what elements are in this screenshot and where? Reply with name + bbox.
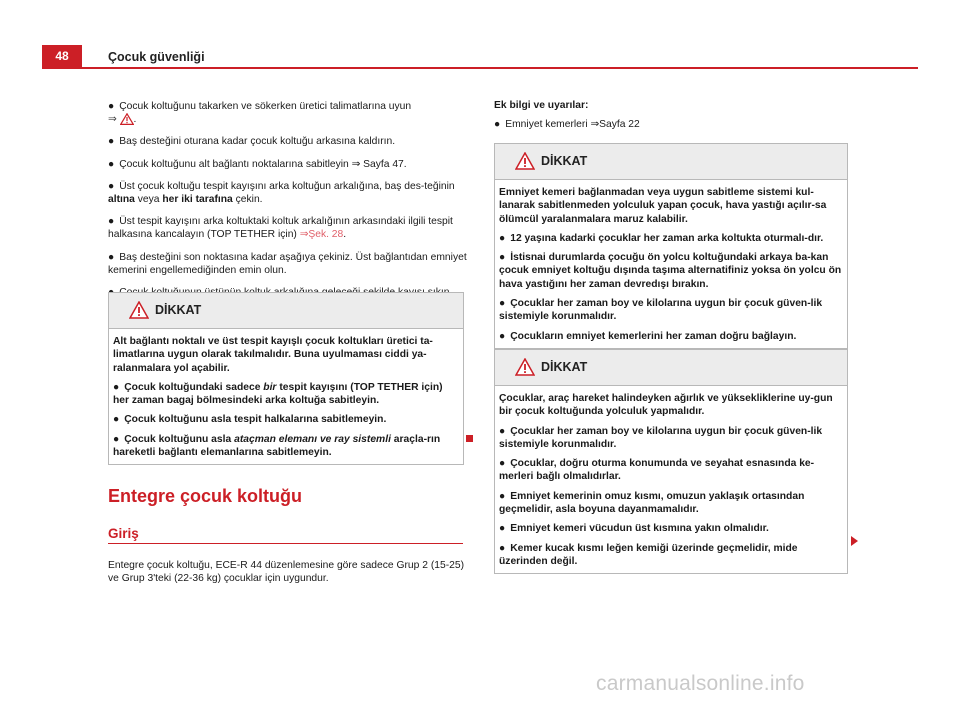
list-item: ● Çocuklar her zaman boy ve kilolarına uygun bir çocuk güven-lik sistemiyle korunmalıdır.: [499, 425, 823, 450]
list-item: ● 12 yaşına kadarki çocuklar her zaman arka koltukta oturmalı-dır.: [499, 232, 824, 244]
list-item: ● Çocuk koltuğunu alt bağlantı noktalarına sabitleyin ⇒ Sayfa 47.: [108, 158, 407, 170]
watermark: carmanualsonline.info: [596, 672, 805, 695]
figure-link[interactable]: ⇒Şek. 28: [299, 229, 344, 241]
list-item: ● İstisnai durumlarda çocuğu ön yolcu koltuğundaki arkaya ba-kan çocuk emniyet koltuğu dışında taşıma alternatifiniz yoksa ön yolcu ön hava yastığını her zaman devredışı bırakın.: [499, 252, 842, 290]
warning-intro: Çocuklar, araç hareket halindeyken ağırlık ve yüksekliklerine uy-gun bir çocuk koltuğunda yolculuk yapmalıdır.: [499, 393, 833, 418]
warning-title: DİKKAT: [541, 154, 588, 168]
warning-intro: Emniyet kemeri bağlanmadan veya uygun sabitleme sistemi kul-lanarak sabitlenmeden yolculuk yapan çocuk, hava yastığı açılır-sa ölümcül yaralanmalara maruz kalabilir.: [499, 187, 827, 225]
list-item: ● Çocuklar, doğru oturma konumunda ve seyahat esnasında ke-merleri bağlı olmalıdırlar.: [499, 458, 815, 483]
warning-box-airbag: [494, 143, 848, 349]
warning-icon: [515, 152, 535, 170]
section-intro: Entegre çocuk koltuğu, ECE-R 44 düzenlemesine göre sadece Grup 2 (15-25) ve Grup 3'teki (22-36 kg) çocuklar için uygundur.: [108, 560, 465, 585]
list-item: ● Çocukların emniyet kemerlerini her zaman doğru bağlayın.: [499, 330, 797, 342]
list-item: ● Baş desteğini son noktasına kadar aşağıya çekiniz. Üst bağlantıdan emniyet kemerini engellemediğinden emin olun.: [108, 251, 467, 276]
header-rule: [42, 67, 918, 69]
warning-title: DİKKAT: [541, 360, 588, 374]
warning-icon: [120, 113, 134, 125]
list-item: ● Baş desteğini oturana kadar çocuk koltuğu arkasına kaldırın.: [108, 136, 396, 148]
page-number: 48: [42, 45, 82, 68]
chapter-title: Çocuk güvenliği: [108, 50, 205, 64]
section-title: Entegre çocuk koltuğu: [108, 486, 303, 506]
warning-icon: [129, 301, 149, 319]
left-instructions: [108, 100, 468, 308]
subsection-title: Giriş: [108, 526, 139, 541]
warning-body: [495, 180, 847, 348]
warning-box-anchor: [108, 292, 464, 465]
list-item: ● Çocuk koltuğunu asla ataçman elemanı ve ray sistemli araçla-rın hareketli bağlantı elemanlarına sabitlemeyin.: [113, 433, 441, 459]
list-item: ● Çocuk koltuğundaki sadece bir tespit kayışını (TOP TETHER için) her zaman bagaj bölmesindeki arka koltuğa sabitleyin.: [113, 381, 443, 407]
warning-box-seatbelt: [494, 349, 848, 574]
continue-arrow-icon: [851, 536, 858, 546]
list-item: ● Emniyet kemerleri ⇒Sayfa 22: [494, 119, 640, 130]
list-item: ● Üst çocuk koltuğu tespit kayışını arka koltuğun arkalığına, baş des-teğinin altına veya her iki tarafına çekin.: [108, 180, 455, 206]
warning-header: [495, 350, 847, 386]
list-item: ● Çocuk koltuğunu takarken ve sökerken üretici talimatlarına uyun ⇒ .: [108, 101, 412, 126]
warning-body: [109, 329, 463, 464]
warning-title: DİKKAT: [155, 303, 202, 317]
warning-icon: [515, 358, 535, 376]
warning-header: [495, 144, 847, 180]
subsection-rule: [108, 543, 463, 544]
warning-intro: Alt bağlantı noktalı ve üst tespit kayışlı çocuk koltukları üretici ta-limatlarına uygun olarak takılmalıdır. Buna uyulmaması ciddi ya-ralanmalara yol açabilir.: [113, 336, 433, 374]
list-item: ● Çocuklar her zaman boy ve kilolarına uygun bir çocuk güven-lik sistemiyle korunmalıdır.: [499, 298, 823, 323]
warning-body: [495, 386, 847, 573]
additional-info-heading: Ek bilgi ve uyarılar:: [494, 100, 589, 111]
warning-header: [109, 293, 463, 329]
section-end-marker: [466, 435, 473, 442]
list-item: ● Kemer kucak kısmı leğen kemiği üzerinde geçmelidir, mide üzerinden değil.: [499, 542, 798, 567]
list-item: ● Çocuk koltuğunu asla tespit halkalarına sabitlemeyin.: [113, 414, 387, 426]
list-item: ● Emniyet kemeri vücudun üst kısmına yakın olmalıdır.: [499, 523, 769, 535]
list-item: ● Emniyet kemerinin omuz kısmı, omuzun yaklaşık ortasından geçmelidir, asla boyuna dayanmamalıdır.: [499, 490, 805, 516]
list-item: ● Üst tespit kayışını arka koltuktaki koltuk arkalığının arkasındaki ilgili tespit halkasına kancalayın (TOP TETHER için) ⇒Şek. 28.: [108, 216, 453, 241]
